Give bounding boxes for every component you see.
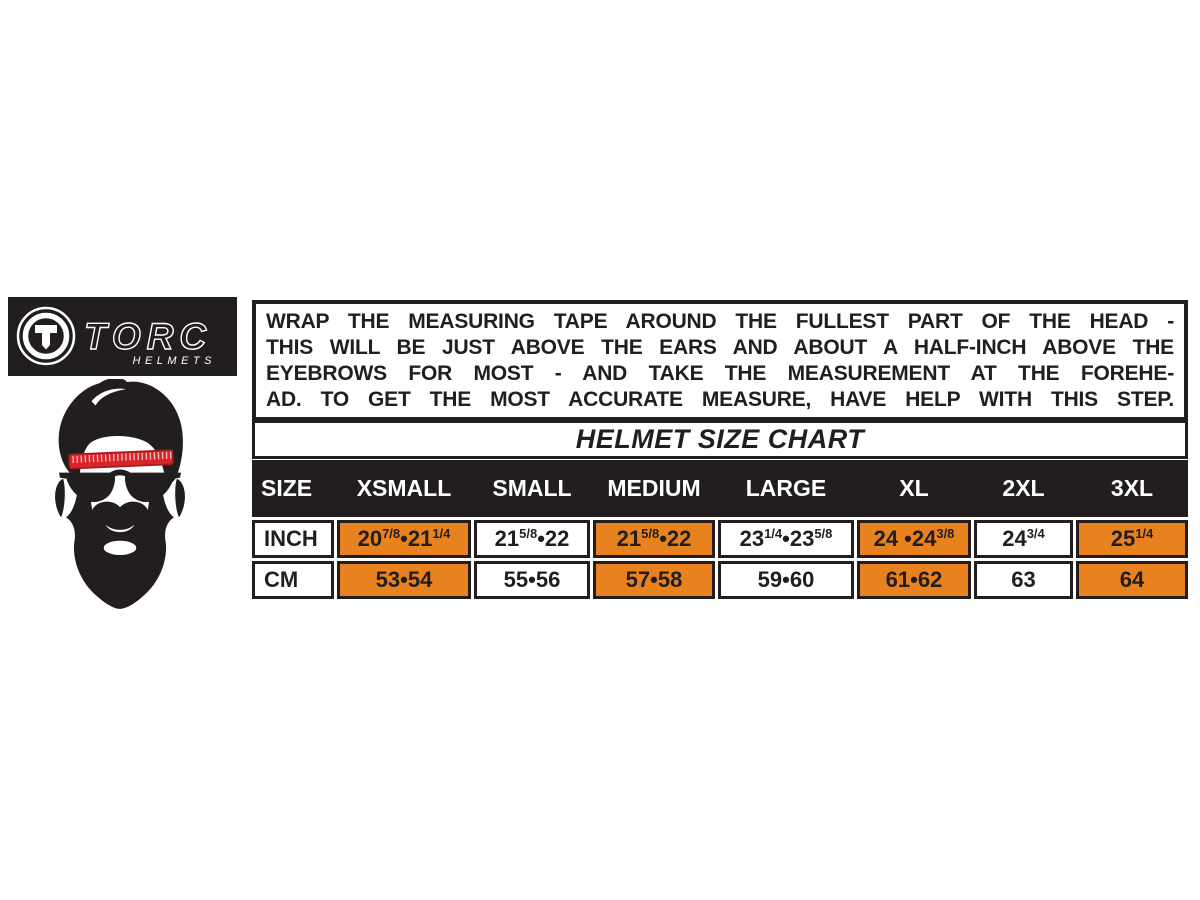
size-cell-inch-medium: 21 5/8 •22 xyxy=(593,520,715,558)
size-cell-inch-large: 23 1/4 •23 5/8 xyxy=(718,520,854,558)
head-measuring-illustration xyxy=(46,379,194,615)
measuring-instructions xyxy=(252,300,1188,421)
size-cell-cm-2xl: 63 xyxy=(974,561,1073,599)
column-header-2xl: 2XL xyxy=(1002,475,1045,501)
column-header-small: SMALL xyxy=(492,475,572,501)
size-cell-cm-xsmall: 53•54 xyxy=(337,561,471,599)
left-ear xyxy=(55,479,65,518)
logo-brand-text: TORC xyxy=(84,316,213,357)
torc-logo-art xyxy=(8,297,237,376)
size-cell-inch-xsmall: 20 7/8 •21 1/4 xyxy=(337,520,471,558)
size-cell-cm-small: 55•56 xyxy=(474,561,590,599)
right-ear xyxy=(175,479,185,518)
column-header-size: SIZE xyxy=(261,475,313,501)
column-header-3xl: 3XL xyxy=(1110,475,1154,501)
chart-title: HELMET SIZE CHART xyxy=(575,424,865,454)
chart-title-band xyxy=(252,421,1188,459)
size-cell-inch-2xl: 24 3/4 xyxy=(974,520,1073,558)
size-cell-cm-3xl: 64 xyxy=(1076,561,1188,599)
instruction-line-1: WRAP THE MEASURING TAPE AROUND THE FULLEST PART OF THE HEAD - xyxy=(266,310,1174,333)
logo-sub-text: HELMETS xyxy=(132,355,216,367)
size-cell-cm-large: 59•60 xyxy=(718,561,854,599)
table-row-inch xyxy=(252,520,1188,558)
size-cell-cm-xl: 61•62 xyxy=(857,561,971,599)
torc-logo xyxy=(8,297,237,376)
column-header-xsmall: XSMALL xyxy=(356,475,452,501)
column-header-large: LARGE xyxy=(745,475,827,501)
size-table-body xyxy=(252,520,1188,599)
instruction-line-2: THIS WILL BE JUST ABOVE THE EARS AND ABOUT A HALF-INCH ABOVE THE xyxy=(266,336,1174,359)
table-header-row xyxy=(252,460,1188,517)
size-cell-inch-small: 21 5/8 •22 xyxy=(474,520,590,558)
torc-emblem-icon xyxy=(18,308,74,364)
head-illustration-art xyxy=(46,379,194,615)
chart-column xyxy=(252,300,1188,599)
column-header-medium: MEDIUM xyxy=(607,475,701,501)
column-header-xl: XL xyxy=(899,475,929,501)
measuring-tape-icon xyxy=(69,450,173,469)
size-cell-cm-medium: 57•58 xyxy=(593,561,715,599)
instruction-line-3: EYEBROWS FOR MOST - AND TAKE THE MEASUREMENT AT THE FOREHE- xyxy=(266,362,1174,385)
mouth-shape xyxy=(104,541,137,555)
table-row-cm xyxy=(252,561,1188,599)
size-cell-inch-3xl: 25 1/4 xyxy=(1076,520,1188,558)
row-label-inch: INCH xyxy=(252,520,334,558)
instruction-line-4: AD. TO GET THE MOST ACCURATE MEASURE, HAVE HELP WITH THIS STEP. xyxy=(266,388,1174,411)
row-label-cm: CM xyxy=(252,561,334,599)
size-cell-inch-xl: 24 •24 3/8 xyxy=(857,520,971,558)
